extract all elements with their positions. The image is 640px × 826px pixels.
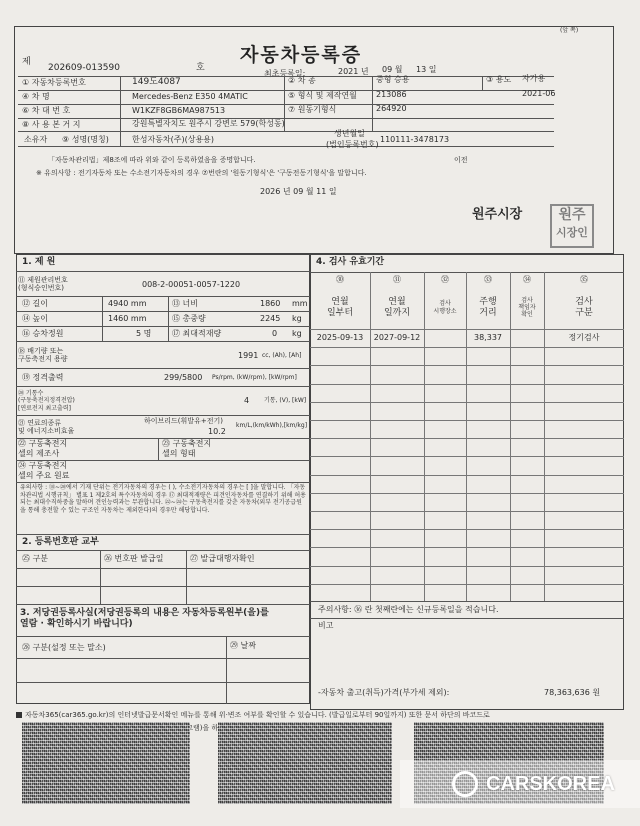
inspection-row-line bbox=[310, 402, 624, 403]
bat-mat-label: ㉔ 구동축전지 셀의 주요 원료 bbox=[18, 461, 70, 480]
owner-label: 소유자 bbox=[24, 135, 48, 144]
weight-unit: kg bbox=[292, 314, 302, 323]
mgmt-label: ⑪ 제원관리번호 (형식승인번호) bbox=[18, 275, 68, 292]
base-label: ⑧ 사 용 본 거 지 bbox=[22, 120, 81, 129]
inspection-header-label: 검사 시행장소 bbox=[433, 300, 457, 315]
verification-barcode-1 bbox=[22, 722, 190, 804]
inspection-header-num: ㉟ bbox=[580, 275, 588, 285]
weight-label: ⑮ 총중량 bbox=[172, 314, 206, 323]
name-value: Mercedes-Benz E350 4MATIC bbox=[132, 92, 248, 101]
inspection-row-line bbox=[310, 529, 624, 530]
model-value: 213086 bbox=[376, 90, 407, 99]
disp-unit: cc, (Ah), [Ah] bbox=[262, 352, 302, 359]
use-value: 자가용 bbox=[522, 74, 546, 83]
inspection-col-line bbox=[544, 272, 545, 601]
first-reg-day: 13 일 bbox=[416, 65, 437, 74]
inspection-header-label: 검사 구분 bbox=[575, 296, 593, 318]
notice-line2: ※ 유의사항 : 전기자동차 또는 수소전기자동차의 경우 ⑦번란의 '원동기형식'은 '구동전동기형식'을 말합니다. bbox=[36, 169, 367, 177]
watermark-text: CARSKOREA bbox=[486, 772, 615, 795]
page-title: 자동차등록증 bbox=[240, 44, 363, 66]
footer-text2: 프로그램)을 bbox=[172, 724, 210, 732]
load-unit: kg bbox=[292, 329, 302, 338]
motor-value: 264920 bbox=[376, 104, 407, 113]
diamond-bullet-icon bbox=[16, 712, 22, 718]
disp-label: ⑱ 배기량 또는 구동축전지 용량 bbox=[18, 346, 68, 363]
width-unit: mm bbox=[292, 299, 308, 308]
plate-date-label: ㉖ 번호판 발급일 bbox=[104, 554, 164, 563]
motor-label: ⑦ 원동기형식 bbox=[288, 105, 337, 114]
cyl-value: 4 bbox=[244, 396, 250, 405]
footer-line1 bbox=[16, 712, 490, 719]
inspection-header-num: ㉞ bbox=[523, 275, 531, 285]
official-seal-stamp bbox=[550, 204, 594, 248]
vin-value: W1KZF8GB6MA987513 bbox=[132, 106, 226, 115]
power-label: ⑲ 정격출력 bbox=[22, 373, 64, 382]
width-value: 1860 bbox=[260, 299, 281, 308]
inspection-title: 4. 검사 유효기간 bbox=[316, 257, 385, 267]
inspection-cell-kind: 정기검사 bbox=[568, 333, 600, 343]
inspection-row-line bbox=[310, 547, 624, 548]
inspection-caution: 주의사항: ㊱ 란 첫째란에는 신규등록일을 적습니다. bbox=[318, 605, 499, 614]
price-label: -자동차 출고(취득)가격(부가세 제외): bbox=[318, 688, 450, 697]
bat-type-label: ㉓ 구동축전지 셀의 형태 bbox=[162, 439, 212, 458]
seal-line2: 시장인 bbox=[556, 226, 588, 239]
notice-line1: 「자동차관리법」제8조에 따라 위와 같이 등록하였음을 증명합니다. bbox=[48, 156, 256, 164]
owner-name-label: ⑨ 성명(명칭) bbox=[62, 135, 109, 144]
no-suffix: 호 bbox=[196, 63, 205, 73]
issue-tag: 이전 bbox=[454, 156, 468, 164]
spec-title: 1. 제 원 bbox=[22, 257, 56, 267]
certificate-number: 202609-013590 bbox=[48, 63, 120, 73]
inspection-row-line bbox=[310, 566, 624, 567]
mortgage-title: 3. 저당권등록사실(저당권등록의 내용은 자동차등록원부(을)를 열람 · 확인하시기 바랍니다) bbox=[20, 608, 269, 629]
power-value: 299/5800 bbox=[164, 373, 203, 382]
model-date: 2021-06 bbox=[522, 89, 556, 98]
owner-name: 한성자동차(주)(상용용) bbox=[132, 135, 215, 144]
base-value: 강원특별자치도 원주시 강변로 579(학성동) bbox=[132, 119, 285, 128]
eff-unit: km/L,(km/kWh),[km/kg] bbox=[236, 422, 308, 429]
length-value: 4940 mm bbox=[108, 299, 147, 308]
plate-title: 2. 등록번호판 교부 bbox=[22, 537, 99, 547]
model-label: ⑤ 형식 및 제작연월 bbox=[288, 91, 357, 100]
disp-value: 1991 bbox=[238, 351, 259, 360]
inspection-row-line bbox=[310, 511, 624, 512]
inspection-header-num: ㉝ bbox=[484, 275, 492, 285]
inspection-cell-mileage: 38,337 bbox=[474, 333, 502, 343]
type-label: ② 차 종 bbox=[288, 76, 316, 85]
carskorea-watermark bbox=[400, 760, 640, 808]
inspection-header-label: 연월 일까지 bbox=[383, 296, 411, 318]
weight-value: 2245 bbox=[260, 314, 281, 323]
verification-barcode-2 bbox=[218, 722, 392, 804]
name-label: ④ 차 명 bbox=[22, 92, 50, 101]
inspection-cell-from: 2025-09-13 bbox=[316, 333, 364, 343]
cyl-label: ⑳ 기통수 (구동축전지정격전압) [연료전지 최고출력] bbox=[18, 390, 75, 412]
reg-no-value: 149도4087 bbox=[132, 77, 181, 87]
issuer: 원주시장 bbox=[472, 207, 523, 222]
seats-label: ⑯ 승차정원 bbox=[22, 329, 64, 338]
inspection-header-label: 연월 일부터 bbox=[326, 296, 354, 318]
inspection-col-line bbox=[466, 272, 467, 601]
fuel-label: ㉑ 연료의종류 및 에너지소비효율 bbox=[18, 418, 75, 435]
width-label: ⑬ 너비 bbox=[172, 299, 198, 308]
power-unit: Ps/rpm, (kW/rpm), [kW/rpm] bbox=[212, 374, 297, 381]
height-label: ⑭ 높이 bbox=[22, 314, 48, 323]
inspection-cell-place bbox=[424, 329, 466, 347]
inspection-row-line bbox=[310, 475, 624, 476]
spec-note: 유의사항 : ⑱~⑳에서 기재 단위는 전기자동차의 경우는 ( ), 수소전기자동차의 경우는 [ ]을 말합니다. 「자동차관리법 시행규칙」 별표 1 제2호의 특수자동차의 경우 ⑰ 최대적재량은 피견인자동차를 연결하기 위해 허용되는 최대수직하중을 말하며 견인능력과는 무관합니다. ㉒~㉔는 구동축전지를 갖춘 자동차(외부 전기공급원을 통해 충전할 수 있는 구조인 자동차는 제외한다)의 경우만 해당합니다. bbox=[20, 484, 306, 514]
first-reg-month: 09 월 bbox=[382, 65, 403, 74]
eff-value: 10.2 bbox=[208, 427, 226, 436]
inspection-header-label: 검사 책임자 확인 bbox=[518, 296, 536, 319]
cyl-unit: 기통, (V), [kW] bbox=[264, 397, 307, 404]
form-tag: (앞 쪽) bbox=[560, 27, 579, 34]
fuel-value: 하이브리드(휘발유+전기) bbox=[144, 417, 223, 425]
type-value: 중형 승용 bbox=[376, 75, 410, 84]
inspection-cell-checker bbox=[510, 329, 544, 347]
price-value: 78,363,636 원 bbox=[544, 688, 601, 697]
load-label: ⑰ 최대적재량 bbox=[172, 329, 222, 338]
load-value: 0 bbox=[272, 329, 278, 338]
length-label: ⑫ 길이 bbox=[22, 299, 48, 308]
inspection-row-line bbox=[310, 456, 624, 457]
birth-label-2: (법인등록번호) bbox=[326, 140, 379, 149]
inspection-cell-to: 2027-09-12 bbox=[373, 333, 421, 343]
inspection-header-num: ㉚ bbox=[336, 275, 344, 285]
birth-value: 110111-3478173 bbox=[380, 135, 450, 144]
first-reg-label: 최초등록일: bbox=[264, 69, 306, 78]
seal-line1: 원주 bbox=[558, 207, 586, 223]
no-label: 제 bbox=[22, 57, 31, 67]
inspection-row-line bbox=[310, 584, 624, 585]
birth-label-1: 생년월일 bbox=[334, 129, 365, 138]
height-value: 1460 mm bbox=[108, 314, 147, 323]
reg-no-label: ① 자동차등록번호 bbox=[22, 78, 86, 87]
inspection-header-num: ㉛ bbox=[393, 275, 401, 285]
mgmt-value: 008-2-00051-0057-1220 bbox=[142, 280, 241, 289]
issue-date: 2026 년 09 월 11 일 bbox=[260, 187, 337, 196]
inspection-row-line bbox=[310, 438, 624, 439]
plate-kind-label: ㉕ 구분 bbox=[22, 554, 48, 563]
inspection-col-line bbox=[370, 272, 371, 601]
bat-maker-label: ㉒ 구동축전지 셀의 제조사 bbox=[18, 439, 68, 458]
use-label: ③ 용도 bbox=[486, 75, 512, 84]
mortgage-date-label: ㉙ 날짜 bbox=[230, 641, 256, 650]
mortgage-kind-label: ㉘ 구분(설정 또는 말소) bbox=[22, 643, 106, 652]
registration-certificate bbox=[8, 18, 618, 818]
inspection-row-line bbox=[310, 493, 624, 494]
inspection-col-line bbox=[424, 272, 425, 601]
carskorea-logo-icon bbox=[452, 771, 478, 797]
inspection-col-line bbox=[510, 272, 511, 601]
first-reg-year: 2021 년 bbox=[338, 67, 369, 76]
remarks-label: 비고 bbox=[318, 621, 334, 630]
plate-agent-label: ㉗ 발급대행자확인 bbox=[190, 554, 255, 563]
inspection-row-line bbox=[310, 365, 624, 366]
seats-value: 5 명 bbox=[136, 329, 152, 338]
footer-text1: 자동차365(car365.go.kr)의 인터넷발급문서확인 메뉴를 통해 위·변조 여부를 확인할 수 있습니다. (발급일로부터 90일까지) 또한 문서 하단의 바코드로 bbox=[25, 711, 490, 719]
inspection-row-line bbox=[310, 420, 624, 421]
vin-label: ⑥ 차 대 번 호 bbox=[22, 106, 71, 115]
inspection-header-num: ㉜ bbox=[441, 275, 449, 285]
inspection-row-line bbox=[310, 384, 624, 385]
inspection-header-label: 주행 거리 bbox=[479, 296, 497, 318]
